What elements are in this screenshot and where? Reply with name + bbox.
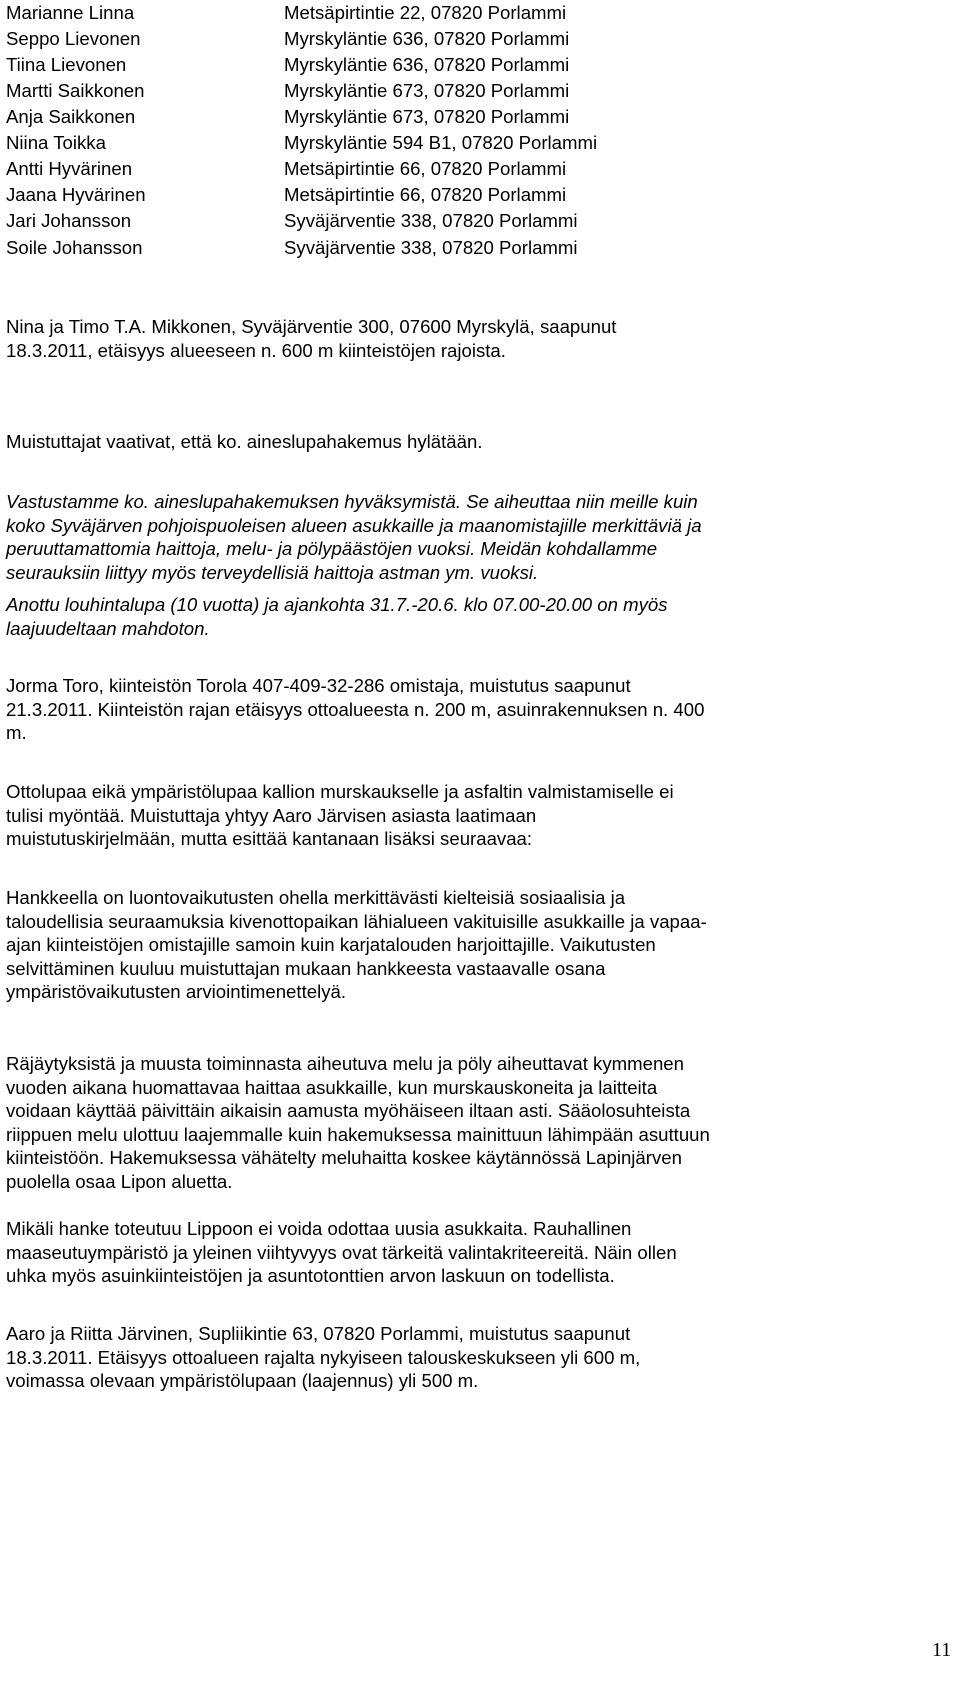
text-line: uhka myös asuinkiinteistöjen ja asuntotonttien arvon laskuun on todellista. xyxy=(6,1265,615,1287)
text-line: tulisi myöntää. Muistuttaja yhtyy Aaro Järvisen asiasta laatimaan xyxy=(6,804,537,826)
resident-name: Martti Saikkonen xyxy=(6,80,145,101)
text-line: riippuen melu ulottuu laajemmalle kuin hakemuksessa mainittuun lähimpään asuttuun xyxy=(6,1123,710,1145)
text-line: Mikäli hanke toteutuu Lippoon ei voida odottaa uusia asukkaita. Rauhallinen xyxy=(6,1218,632,1239)
text-line: peruuttamattomia haittoja, melu- ja pölypäästöjen vuoksi. Meidän kohdallamme xyxy=(6,538,658,560)
paragraph xyxy=(6,1322,936,1393)
resident-name: Marianne Linna xyxy=(6,2,135,23)
text-line: kiinteistöön. Hakemuksessa vähätelty meluhaitta koskee käytännössä Lapinjärven xyxy=(6,1147,682,1169)
paragraph xyxy=(6,674,936,745)
text-line: puolella osaa Lipon aluetta. xyxy=(6,1170,233,1192)
paragraph xyxy=(6,780,936,851)
text-line: Muistuttajat vaativat, että ko. aineslupahakemus hylätään. xyxy=(6,431,483,452)
resident-address: Syväjärventie 338, 07820 Porlammi xyxy=(284,210,578,231)
resident-name: Seppo Lievonen xyxy=(6,28,141,49)
text-line: Räjäytyksistä ja muusta toiminnasta aiheutuva melu ja pöly aiheuttavat kymmenen xyxy=(6,1053,684,1074)
resident-name: Soile Johansson xyxy=(6,237,143,258)
resident-address: Myrskyläntie 636, 07820 Porlammi xyxy=(284,28,570,49)
page-number: 11 xyxy=(932,1639,952,1661)
text-line: Aaro ja Riitta Järvinen, Supliikintie 63, 07820 Porlammi, muistutus saapunut xyxy=(6,1323,631,1344)
paragraph xyxy=(6,1052,936,1194)
text-line: voimassa olevaan ympäristölupaan (laajennus) yli 500 m. xyxy=(6,1370,479,1392)
paragraph xyxy=(6,886,936,1004)
text-line: Vastustamme ko. aineslupahakemuksen hyväksymistä. Se aiheuttaa niin meille kuin xyxy=(6,491,698,512)
resident-address: Myrskyläntie 636, 07820 Porlammi xyxy=(284,54,570,75)
resident-address: Syväjärventie 338, 07820 Porlammi xyxy=(284,237,578,258)
text-line: Anottu louhintalupa (10 vuotta) ja ajankohta 31.7.-20.6. klo 07.00-20.00 on myös xyxy=(6,594,668,615)
text-line: vuoden aikana huomattavaa haittaa asukkaille, kun murskauskoneita ja laitteita xyxy=(6,1076,658,1098)
paragraph xyxy=(6,315,936,362)
text-line: ympäristövaikutusten arviointimenettelyä. xyxy=(6,981,347,1003)
resident-address: Metsäpirtintie 66, 07820 Porlammi xyxy=(284,184,567,205)
resident-name: Jari Johansson xyxy=(6,210,132,231)
paragraph xyxy=(6,490,936,584)
resident-address: Myrskyläntie 673, 07820 Porlammi xyxy=(284,106,570,127)
resident-name: Jaana Hyvärinen xyxy=(6,184,146,205)
paragraph xyxy=(6,1217,936,1288)
text-line: m. xyxy=(6,722,27,744)
resident-address: Myrskyläntie 594 B1, 07820 Porlammi xyxy=(284,132,598,153)
text-line: ajan kiinteistöjen omistajille samoin kuin karjatalouden harjoittajille. Vaikutusten xyxy=(6,934,656,956)
resident-name: Anja Saikkonen xyxy=(6,106,136,127)
text-line: Nina ja Timo T.A. Mikkonen, Syväjärventie 300, 07600 Myrskylä, saapunut xyxy=(6,316,617,337)
text-line: Hankkeella on luontovaikutusten ohella merkittävästi kielteisiä sosiaalisia ja xyxy=(6,887,626,908)
text-line: laajuudeltaan mahdoton. xyxy=(6,617,210,639)
resident-name: Antti Hyvärinen xyxy=(6,158,133,179)
text-line: seurauksiin liittyy myös terveydellisiä haittoja astman ym. vuoksi. xyxy=(6,561,539,583)
text-line: 21.3.2011. Kiinteistön rajan etäisyys ottoalueesta n. 200 m, asuinrakennuksen n. 400 xyxy=(6,698,705,720)
paragraph xyxy=(6,430,936,454)
text-line: maaseutuympäristö ja yleinen viihtyvyys ovat tärkeitä valintakriteereitä. Näin ollen xyxy=(6,1241,677,1263)
text-line: 18.3.2011, etäisyys alueeseen n. 600 m kiinteistöjen rajoista. xyxy=(6,339,506,361)
resident-name: Tiina Lievonen xyxy=(6,54,127,75)
resident-name: Niina Toikka xyxy=(6,132,106,153)
text-line: taloudellisia seuraamuksia kivenottopaikan lähialueen vakituisille asukkaille ja vapaa- xyxy=(6,910,707,932)
paragraph xyxy=(6,593,936,640)
text-line: selvittäminen kuuluu muistuttajan mukaan hankkeesta vastaavalle osana xyxy=(6,957,606,979)
text-line: koko Syväjärven pohjoispuoleisen alueen asukkaille ja maanomistajille merkittäviä ja xyxy=(6,514,702,536)
text-line: Jorma Toro, kiinteistön Torola 407-409-32-286 omistaja, muistutus saapunut xyxy=(6,675,631,696)
resident-address: Metsäpirtintie 66, 07820 Porlammi xyxy=(284,158,567,179)
text-line: muistutuskirjelmään, mutta esittää kantanaan lisäksi seuraavaa: xyxy=(6,828,533,850)
text-line: 18.3.2011. Etäisyys ottoalueen rajalta nykyiseen talouskeskukseen yli 600 m, xyxy=(6,1346,641,1368)
text-line: Ottolupaa eikä ympäristölupaa kallion murskaukselle ja asfaltin valmistamiselle ei xyxy=(6,781,674,802)
resident-address: Metsäpirtintie 22, 07820 Porlammi xyxy=(284,2,567,23)
resident-address: Myrskyläntie 673, 07820 Porlammi xyxy=(284,80,570,101)
text-line: voidaan käyttää päivittäin aikaisin aamusta myöhäiseen iltaan asti. Sääolosuhteista xyxy=(6,1100,691,1122)
